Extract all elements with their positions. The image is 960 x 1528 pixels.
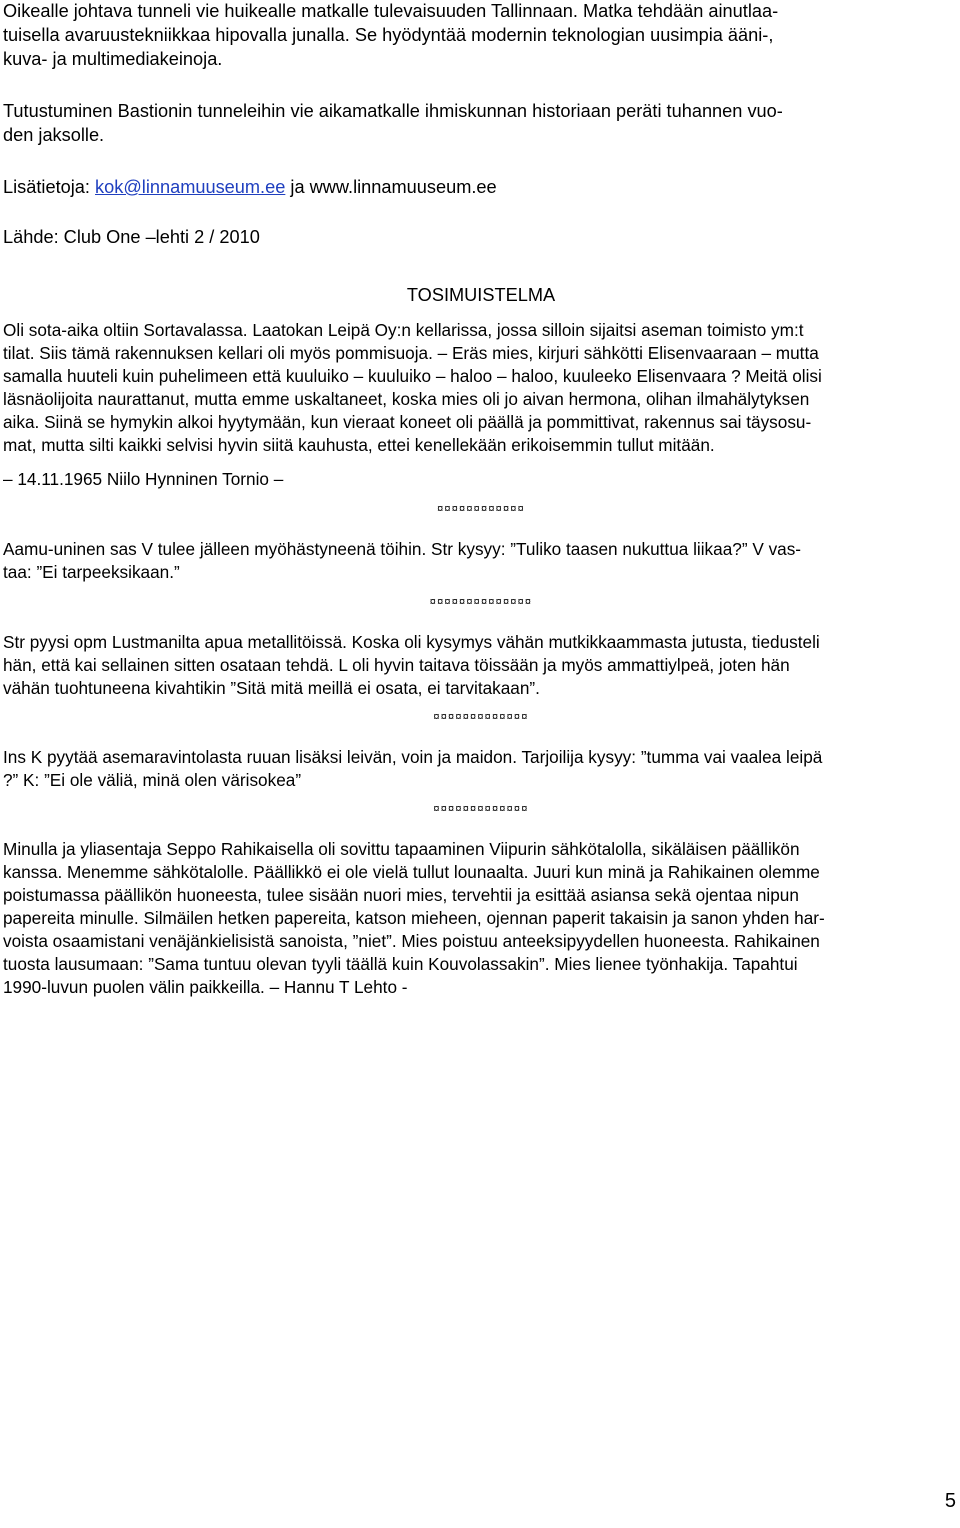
body-text-line: tuisella avaruustekniikkaa hipovalla junalla. Se hyödyntää modernin teknologian uusimpia ääni-, (3, 25, 774, 45)
separator-line: ¤¤¤¤¤¤¤¤¤¤¤¤¤¤ (429, 596, 533, 608)
story-line: ?” K: ”Ei ole väliä, minä olen värisokea” (3, 770, 302, 790)
story-line: Str pyysi opm Lustmanilta apua metallitöissä. Koska oli kysymys vähän mutkikkaammasta jutusta, tiedusteli (3, 632, 820, 652)
story-line: mat, mutta silti kaikki selvisi hyvin siitä kauhusta, ettei kenellekään erikoisemmin tullut mitään. (3, 435, 715, 455)
email-link[interactable]: kok@linnamuuseum.ee (95, 177, 286, 197)
story-line: Minulla ja yliasentaja Seppo Rahikaisella oli sovittu tapaaminen Viipurin sähkötalolla, sikäläisen päällikön (3, 839, 800, 859)
separator-line: ¤¤¤¤¤¤¤¤¤¤¤¤ (437, 503, 525, 515)
story-line: voista osaamistani venäjänkielisistä sanoista, ”niet”. Mies poistuu anteeksipyydellen huoneesta. Rahikainen (3, 931, 820, 951)
separator-line: ¤¤¤¤¤¤¤¤¤¤¤¤¤ (433, 803, 529, 815)
page-number: 5 (944, 1490, 956, 1512)
separator-line: ¤¤¤¤¤¤¤¤¤¤¤¤¤ (433, 711, 529, 723)
story-line: läsnäolijoita naurattanut, mutta emme uskaltaneet, koska mies oli jo aivan hermona, olihan ilmahälytyksen (3, 389, 810, 409)
info-joiner: ja (285, 177, 310, 197)
website-link[interactable]: www.linnamuuseum.ee (309, 177, 497, 197)
info-line (3, 176, 497, 199)
story-line: tuosta lausumaan: ”Sama tuntuu olevan tyyli täällä kuin Kouvolassakin”. Mies lienee työnhakija. Tapahtui (3, 954, 798, 974)
body-text-line: Oikealle johtava tunneli vie huikealle matkalle tulevaisuuden Tallinnaan. Matka tehdään ainutlaa- (3, 1, 779, 21)
section-title: TOSIMUISTELMA (406, 285, 556, 305)
body-text-line: kuva- ja multimediakeinoja. (3, 49, 223, 69)
story-line: vähän tuohtuneena kivahtikin ”Sitä mitä meillä ei osata, ei tarvitakaan”. (3, 678, 540, 698)
body-text-line: Tutustuminen Bastionin tunneleihin vie aikamatkalle ihmiskunnan historiaan peräti tuhannen vuo- (3, 101, 783, 121)
story-line: aika. Siinä se hymykin alkoi hyytymään, kun vieraat koneet oli päällä ja pommittivat, rakennus sai täysosu- (3, 412, 812, 432)
story-line: 1990-luvun puolen välin paikkeilla. – Hannu T Lehto - (3, 977, 408, 997)
body-text-line: den jaksolle. (3, 125, 105, 145)
story-line: hän, että kai sellainen sitten osataan tehdä. L oli hyvin taitava töissään ja myös ammattiylpeä, joten hän (3, 655, 790, 675)
info-label: Lisätietoja: (3, 177, 96, 197)
story-line: poistumassa päällikön huoneesta, tulee sisään nuori mies, tervehtii ja esittää asiansa sekä ojentaa nipun (3, 885, 799, 905)
story-line: tilat. Siis tämä rakennuksen kellari oli myös pommisuoja. – Eräs mies, kirjuri sähkötti Elisenvaaraan – mutta (3, 343, 819, 363)
story-line: samalla huuteli kuin puhelimeen että kuuluiko – kuuluiko – haloo – haloo, kuuleeko Elisenvaara ? Meitä olisi (3, 366, 822, 386)
story-line: papereita minulle. Silmäilen hetken papereita, katson mieheen, ojennan paperit takaisin ja sanon yhden har- (3, 908, 825, 928)
story-line: Aamu-uninen sas V tulee jälleen myöhästyneenä töihin. Str kysyy: ”Tuliko taasen nukuttua liikaa?” V vas- (3, 539, 802, 559)
story-line: kanssa. Menemme sähkötalolle. Päällikkö ei ole vielä tullut lounaalta. Juuri kun minä ja Rahikainen olemme (3, 862, 820, 882)
story-line: taa: ”Ei tarpeeksikaan.” (3, 562, 180, 582)
source-line: Lähde: Club One –lehti 2 / 2010 (3, 227, 260, 247)
story-line: Ins K pyytää asemaravintolasta ruuan lisäksi leivän, voin ja maidon. Tarjoilija kysyy: ”tumma vai vaalea leipä (3, 747, 823, 767)
signature-line: – 14.11.1965 Niilo Hynninen Tornio – (3, 469, 284, 489)
story-line: Oli sota-aika oltiin Sortavalassa. Laatokan Leipä Oy:n kellarissa, jossa silloin sijaitsi aseman toimisto ym:t (3, 320, 804, 340)
